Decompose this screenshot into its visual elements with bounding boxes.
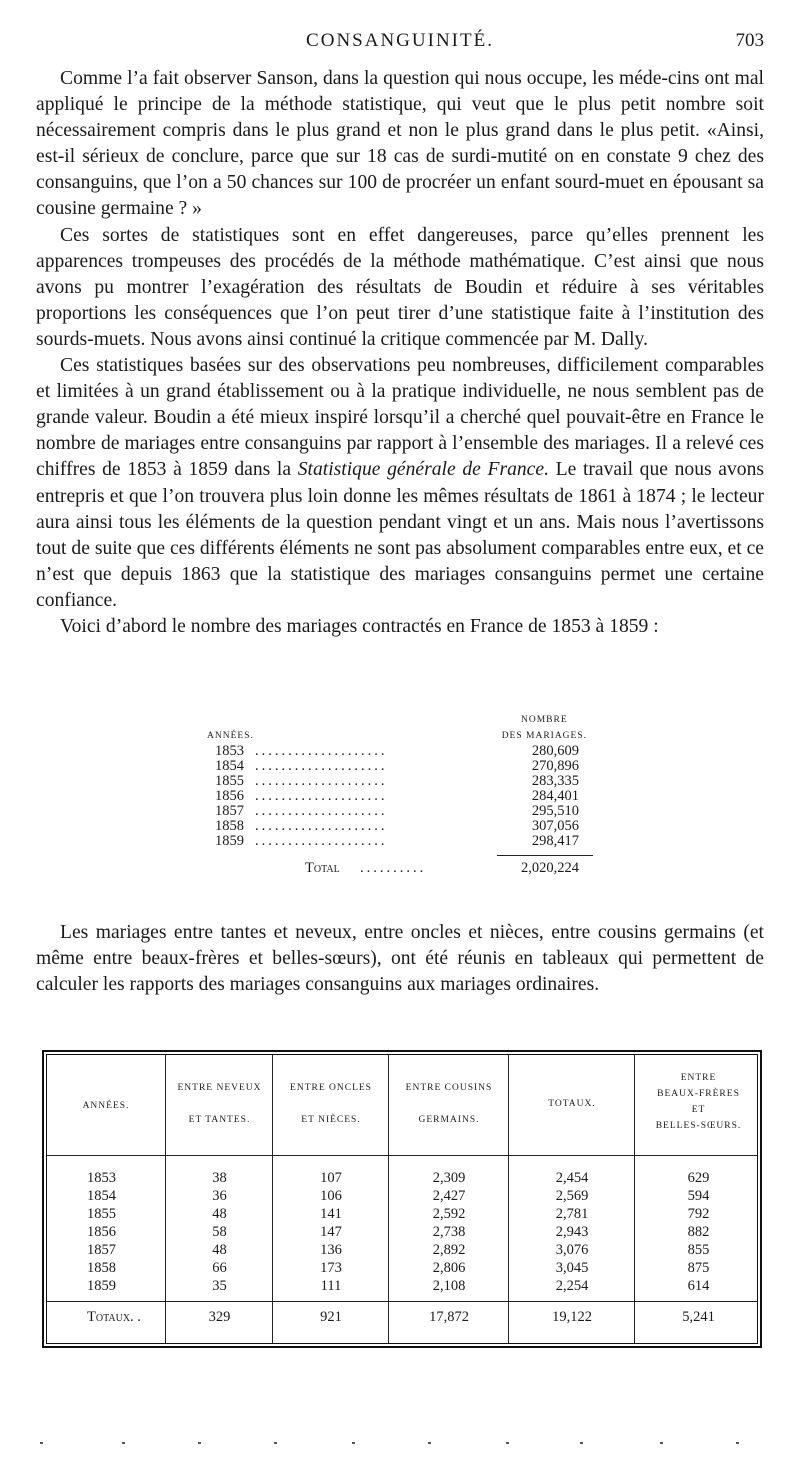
table-row: .................... 1859 298,417 (215, 833, 579, 849)
cell: 2,892 (432, 1242, 466, 1258)
cell: 36 (212, 1188, 227, 1204)
cell: 614 (687, 1278, 710, 1294)
cell: 107 (320, 1170, 342, 1186)
row-value: 283,335 (531, 773, 579, 789)
table-row: .................... 1855 283,335 (215, 773, 579, 789)
marriage-header-years: ANNÉES. (207, 731, 254, 741)
total-cell: 5,241 (682, 1309, 715, 1325)
total-value: 2,020,224 (521, 860, 579, 876)
cell: 58 (212, 1224, 227, 1240)
page-header (36, 30, 764, 58)
marriage-header-value-line-2: DES MARIAGES. (501, 731, 587, 741)
header-oncles-line-1: ENTRE ONCLES (290, 1083, 372, 1093)
paragraph-mariages-entre: Les mariages entre tantes et neveux, entre oncles et nièces, entre cousins germains (et même entre beaux-frères et belles-sœurs), ont été réunis en tableaux qui permettent de calculer les rapports des mariages consanguins aux mariages ordinaires. (36, 922, 764, 996)
header-neveux-line-2: ET TANTES. (188, 1115, 251, 1125)
cell: 147 (320, 1224, 342, 1240)
totals-divider (47, 1301, 757, 1302)
header-beaux-line-1: ENTRE (680, 1073, 717, 1083)
header-beaux-line-4: BELLES-SŒURS. (655, 1121, 742, 1131)
paragraph-boudin-part-2: Le travail que nous avons entrepris et que l’on trouvera plus loin donne les mêmes résultats de 1861 à 1874 ; le lecteur aura ainsi tous les éléments de la question pendant vingt et un ans. Mais nous l’avertissons tout de suite que ces différents éléments ne sont pas absolument comparables entre eux, et ce n’est que depuis 1863 que la statistique des mariages consanguins permet une certaine confiance. (36, 459, 765, 611)
consanguinity-table (42, 1050, 762, 1348)
row-value: 280,609 (531, 743, 579, 759)
cell: 66 (212, 1260, 227, 1276)
cell: 594 (687, 1188, 710, 1204)
row-year: 1858 (215, 818, 244, 834)
paragraph-boudin (36, 353, 764, 614)
table-row: .................... 1857 295,510 (215, 803, 579, 819)
table-row: .................... 1856 284,401 (215, 788, 579, 804)
header-cousins-line-1: ENTRE COUSINS (405, 1083, 493, 1093)
paragraph-voici: Voici d’abord le nombre des mariages contractés en France de 1853 à 1859 : (60, 615, 659, 637)
prose-block-1 (36, 66, 764, 640)
total-cell: 329 (208, 1309, 231, 1325)
cell: 111 (320, 1278, 342, 1294)
cell: 3,076 (555, 1242, 589, 1258)
header-beaux-line-3: ET (691, 1105, 706, 1115)
table-row: .................... 1853 280,609 (215, 743, 579, 759)
cell: 792 (687, 1206, 710, 1222)
cell: 882 (687, 1224, 710, 1240)
row-year: 1857 (215, 803, 244, 819)
header-cousins-line-2: GERMAINS. (418, 1115, 480, 1125)
cell: 2,781 (555, 1206, 589, 1222)
cell: 2,309 (432, 1170, 466, 1186)
cell: 173 (320, 1260, 342, 1276)
cell: 141 (320, 1206, 342, 1222)
cell: 2,738 (432, 1224, 466, 1240)
cell: 2,569 (555, 1188, 589, 1204)
paragraph-statistiques: Ces sortes de statistiques sont en effet dangereuses, parce qu’elles prennent les apparences trompeuses des procédés de la méthode mathématique. C’est ainsi que nous avons pu montrer l’exagération des résultats de Boudin et réduire à ses véritables proportions les conséquences que l’on peut tirer d’une statistique faite à l’institution des sourds-muets. Nous avons ainsi continué la critique commencée par M. Dally. (36, 224, 764, 350)
table-row: .................... 1854 270,896 (215, 758, 579, 774)
row-year: 1853 (215, 743, 244, 759)
cell: 629 (687, 1170, 710, 1186)
cell: 2,108 (432, 1278, 466, 1294)
print-marks (40, 1442, 760, 1446)
cell: 2,592 (432, 1206, 466, 1222)
marriage-header-values (502, 712, 587, 744)
col-cousins-germains (388, 1055, 509, 1343)
row-value: 298,417 (531, 833, 579, 849)
totals-label: Totaux. . (87, 1309, 141, 1325)
cell: 855 (687, 1242, 710, 1258)
year-cell: 1854 (87, 1188, 116, 1204)
cell: 2,254 (555, 1278, 589, 1294)
prose-block-2 (36, 920, 764, 998)
row-year: 1859 (215, 833, 244, 849)
year-cell: 1858 (87, 1260, 116, 1276)
header-divider (47, 1155, 757, 1156)
total-cell: 17,872 (429, 1309, 469, 1325)
header-totaux: TOTAUX. (548, 1099, 596, 1109)
total-cell: 921 (320, 1309, 342, 1325)
row-value: 307,056 (531, 818, 579, 834)
header-neveux-line-1: ENTRE NEVEUX (177, 1083, 262, 1093)
year-cell: 1856 (87, 1224, 116, 1240)
marriage-header-value-line-1: NOMBRE (521, 715, 568, 725)
cell: 38 (212, 1170, 227, 1186)
marriage-total-row: Total .......... 2,020,224 (305, 860, 579, 876)
cell: 106 (320, 1188, 342, 1204)
year-cell: 1855 (87, 1206, 116, 1222)
row-value: 284,401 (531, 788, 579, 804)
paragraph-boudin-part-1: Ces statistiques basées sur des observations peu nombreuses, difficilement comparables et limitées à un grand établissement ou à la pratique individuelle, ne nous semblent pas de grande valeur. Boudin a été mieux inspiré lorsqu’il a cherché quel pouvait-être en France le nombre de mariages entre consanguins par rapport à l’ensemble des mariages. Il a relevé ces chiffres de 1853 à 1859 dans la (36, 355, 764, 481)
year-cell: 1853 (87, 1170, 116, 1186)
header-beaux-line-2: BEAUX-FRÈRES (657, 1089, 740, 1099)
italic-title-statistique: Statistique générale de France. (297, 459, 549, 481)
total-cell: 19,122 (552, 1309, 592, 1325)
table-row: .................... 1858 307,056 (215, 818, 579, 834)
header-oncles-line-2: ET NIÈCES. (301, 1115, 361, 1125)
col-years (47, 1055, 165, 1343)
marriage-count-table (205, 712, 605, 878)
marriage-table-header (205, 712, 605, 744)
row-value: 270,896 (531, 758, 579, 774)
running-title: CONSANGUINITÉ. (306, 30, 494, 51)
row-year: 1854 (215, 758, 244, 774)
cell: 35 (212, 1278, 227, 1294)
cell: 875 (687, 1260, 710, 1276)
col-oncles-nieces (272, 1055, 389, 1343)
col-beaux-freres (634, 1055, 762, 1343)
cell: 48 (212, 1242, 227, 1258)
page-number: 703 (735, 30, 764, 51)
row-year: 1855 (215, 773, 244, 789)
total-label: Total (305, 860, 340, 876)
cell: 2,943 (555, 1224, 589, 1240)
col-neveux-tantes (165, 1055, 273, 1343)
row-value: 295,510 (531, 803, 579, 819)
total-divider (497, 855, 593, 856)
row-year: 1856 (215, 788, 244, 804)
year-cell: 1857 (87, 1242, 116, 1258)
cell: 3,045 (555, 1260, 589, 1276)
cell: 48 (212, 1206, 227, 1222)
paragraph-sanson: Comme l’a fait observer Sanson, dans la question qui nous occupe, les méde-cins ont mal appliqué le principe de la méthode statistique, qui veut que le plus petit nombre soit nécessairement compris dans le plus grand et non le plus grand dans le plus petit. «Ainsi, est-il sérieux de conclure, parce que sur 18 cas de surdi-mutité on en constate 9 chez des consanguins, que l’on a 50 chances sur 100 de procréer un enfant sourd-muet en épousant sa cousine germaine ? » (36, 68, 764, 220)
header-years: ANNÉES. (82, 1101, 130, 1111)
cell: 136 (320, 1242, 342, 1258)
cell: 2,806 (432, 1260, 466, 1276)
col-totaux (508, 1055, 635, 1343)
year-cell: 1859 (87, 1278, 116, 1294)
cell: 2,454 (555, 1170, 589, 1186)
cell: 2,427 (432, 1188, 466, 1204)
